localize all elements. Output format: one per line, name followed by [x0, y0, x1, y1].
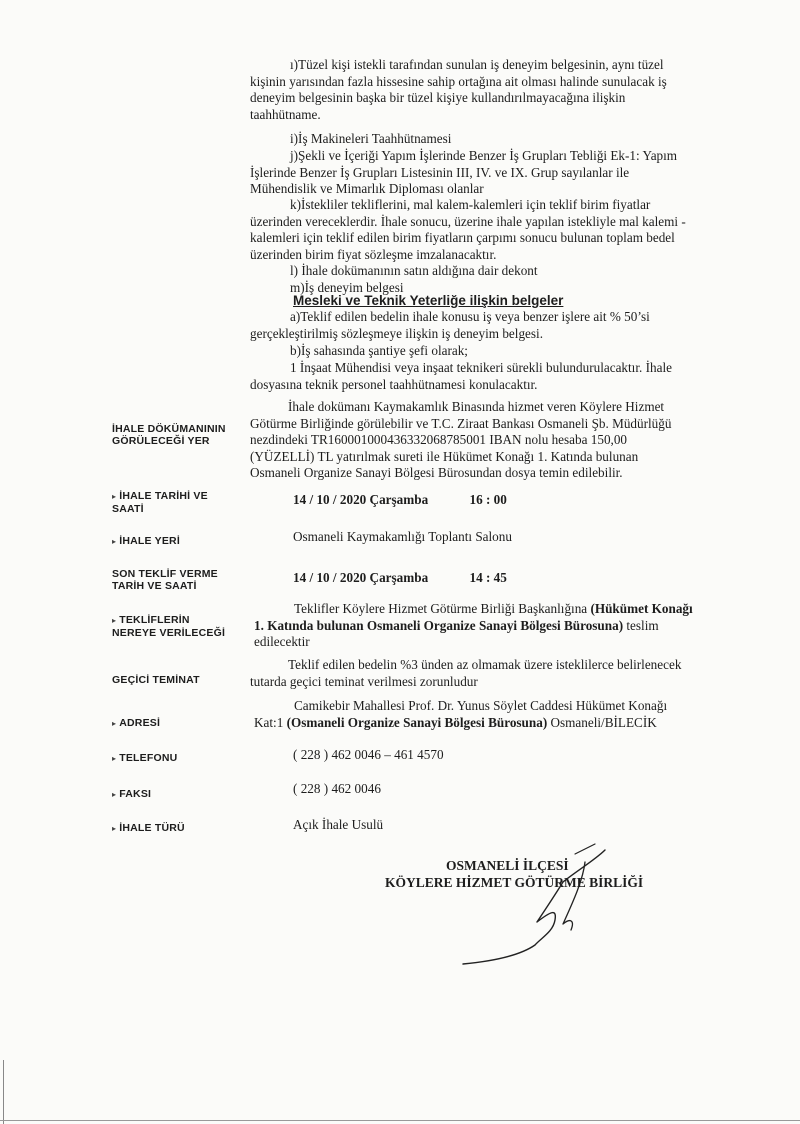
value-text-bold: 1. Katında bulunan Osmaneli Organize Sanayi Bölgesi Bürosuna) [254, 617, 624, 633]
signature-line-2: KÖYLERE HİZMET GÖTÜRME BİRLİĞİ [385, 875, 644, 890]
label-text: İHALE TARİHİ VE SAATİ [112, 490, 208, 515]
bullet-arrow-icon: ▸ [112, 492, 117, 501]
value-line: (YÜZELLİ) TL yatırılmak sureti ile Hükümet Konağı 1. Katında bulunan [250, 448, 639, 464]
value-ihale-yeri: Osmaneli Kaymakamlığı Toplantı Salonu [293, 529, 512, 544]
label-adres [112, 717, 232, 730]
paragraph-n: m)İş deneyim belgesi [290, 280, 404, 295]
label-text: ADRESİ [119, 717, 161, 729]
value-line: İhale dokümanı Kaymakamlık Binasında hizmet veren Köylere Hizmet [288, 399, 665, 414]
value-line: Camikebir Mahallesi Prof. Dr. Yunus Söylet Caddesi Hükümet Konağı [294, 698, 668, 713]
value-line: nezdindeki TR160001000436332068785001 IBAN nolu hesaba 150,00 [250, 432, 628, 448]
value-time: 14 : 45 [469, 570, 507, 585]
section-heading: Mesleki ve Teknik Yeterliğe ilişkin belgeler [293, 293, 564, 308]
paragraph-m: l) İhale dokümanının satın aldığına dair dekont [290, 263, 538, 278]
paragraph-line: a)Teklif edilen bedelin ihale konusu iş veya benzer işlere ait % 50’si [290, 309, 650, 324]
value-time: 16 : 00 [469, 492, 507, 507]
paragraph-line: İşlerinde Benzer İş Grupları Listesinin III, IV. ve IX. Grup sayılanlar ile [250, 164, 630, 180]
value-faks: ( 228 ) 462 0046 [293, 781, 381, 796]
paragraph-line: üzerinden birim fiyat sözleşme imzalanacaktır. [250, 246, 497, 262]
value-line [254, 715, 726, 732]
paragraph-line: üzerinden vereceklerdir. İhale sonucu, üzerine ihale yapılan istekliyle mal kalemi - [250, 213, 686, 229]
label-text: TELEFONU [119, 752, 178, 764]
value-line: Götürme Birliğinde görülebilir ve T.C. Ziraat Bankası Osmaneli Şb. Müdürlüğü [250, 415, 672, 431]
label-ihale-yeri [112, 535, 232, 548]
paragraph-j: i)İş Makineleri Taahhütnamesi [290, 131, 452, 146]
value-date: 14 / 10 / 2020 Çarşamba [293, 492, 429, 507]
paragraph-c [250, 360, 725, 393]
bullet-arrow-icon: ▸ [112, 537, 117, 546]
value-son-teklif [293, 570, 507, 586]
value-teminat [250, 657, 725, 690]
value-line [254, 601, 726, 618]
paragraph-b: b)İş sahasında şantiye şefi olarak; [290, 343, 468, 358]
paragraph-line: deneyim belgesinin başka bir tüzel kişiye kullandırılmayacağına ilişkin [250, 90, 626, 106]
scan-edge-bottom [0, 1120, 800, 1121]
paragraph-line: Mühendislik ve Mimarlık Diploması olanlar [250, 181, 484, 197]
label-gorulecegi-yer: İHALE DÖKÜMANININ GÖRÜLECEĞİ YER [112, 423, 226, 447]
paragraph-line: k)İstekliler tekliflerini, mal kalem-kalemleri için teklif birim fiyatlar [290, 197, 651, 212]
label-teklif-yeri [112, 614, 232, 639]
paragraph-line: 1 İnşaat Mühendisi veya inşaat teknikeri sürekli bulundurulacaktır. İhale [290, 360, 672, 375]
value-line: Osmaneli Organize Sanayi Bölgesi Bürosundan dosya temin edilebilir. [250, 465, 623, 481]
signature-line-1: OSMANELİ İLÇESİ [446, 858, 569, 873]
paragraph-line: j)Şekli ve İçeriği Yapım İşlerinde Benzer İş Grupları Tebliği Ek-1: Yapım [290, 148, 678, 163]
value-text-bold: (Hükümet Konağı [590, 601, 693, 616]
label-ihale-tarihi [112, 490, 232, 515]
label-text: İHALE TÜRÜ [119, 822, 185, 834]
value-line: edilecektir [254, 634, 310, 650]
label-text: TEKLİFLERİN NEREYE VERİLECEĞİ [112, 614, 226, 639]
value-text: Kat:1 [254, 714, 287, 730]
value-line: tutarda geçici teminat verilmesi zorunludur [250, 673, 478, 689]
value-ihale-tarihi [293, 492, 507, 508]
label-teminat: GEÇİCİ TEMİNAT [112, 674, 200, 686]
value-adres [254, 698, 726, 731]
paragraph-i [250, 57, 725, 123]
value-text: teslim [623, 617, 659, 633]
paragraph-l [250, 197, 725, 263]
paragraph-k [250, 148, 725, 198]
paragraph-line: taahhütname. [250, 106, 321, 122]
label-son-teklif: SON TEKLİF VERME TARİH VE SAATİ [112, 568, 218, 592]
bullet-arrow-icon: ▸ [112, 790, 117, 799]
value-gorulecegi-yer [250, 399, 725, 482]
value-text: Osmaneli/BİLECİK [547, 714, 657, 730]
value-teklif-yeri [254, 601, 726, 651]
paragraph-line: ı)Tüzel kişi istekli tarafından sunulan iş deneyim belgesinin, aynı tüzel [290, 57, 664, 72]
paragraph-line: dosyasına teknik personel taahhütnamesi konulacaktır. [250, 376, 538, 392]
scan-edge-left [3, 1060, 4, 1124]
bullet-arrow-icon: ▸ [112, 754, 117, 763]
bullet-arrow-icon: ▸ [112, 824, 117, 833]
paragraph-line: gerçekleştirilmiş sözleşmeye ilişkin iş deneyim belgesi. [250, 325, 543, 341]
label-faks [112, 788, 232, 801]
bullet-arrow-icon: ▸ [112, 616, 117, 625]
value-ihale-turu: Açık İhale Usulü [293, 817, 384, 832]
value-line [254, 618, 726, 635]
paragraph-a [250, 309, 725, 342]
value-date: 14 / 10 / 2020 Çarşamba [293, 570, 429, 585]
label-telefon [112, 752, 232, 765]
paragraph-line: kişinin yarısından fazla hissesine sahip ortağına ait olması halinde sunulacak iş [250, 73, 667, 89]
bullet-arrow-icon: ▸ [112, 719, 117, 728]
value-line: Teklif edilen bedelin %3 ünden az olmamak üzere isteklilerce belirlenecek [288, 657, 682, 672]
label-ihale-turu [112, 822, 232, 835]
handwritten-signature [445, 840, 645, 970]
paragraph-line: kalemleri için teklif edilen birim fiyatların çarpımı sonucu bulunan toplam bedel [250, 230, 675, 246]
value-telefon: ( 228 ) 462 0046 – 461 4570 [293, 747, 444, 762]
label-text: İHALE YERİ [119, 535, 180, 547]
label-text: FAKSI [119, 788, 152, 800]
value-text-bold: (Osmaneli Organize Sanayi Bölgesi Bürosuna) [286, 714, 548, 730]
value-text: Teklifler Köylere Hizmet Götürme Birliği Başkanlığına [294, 601, 591, 616]
